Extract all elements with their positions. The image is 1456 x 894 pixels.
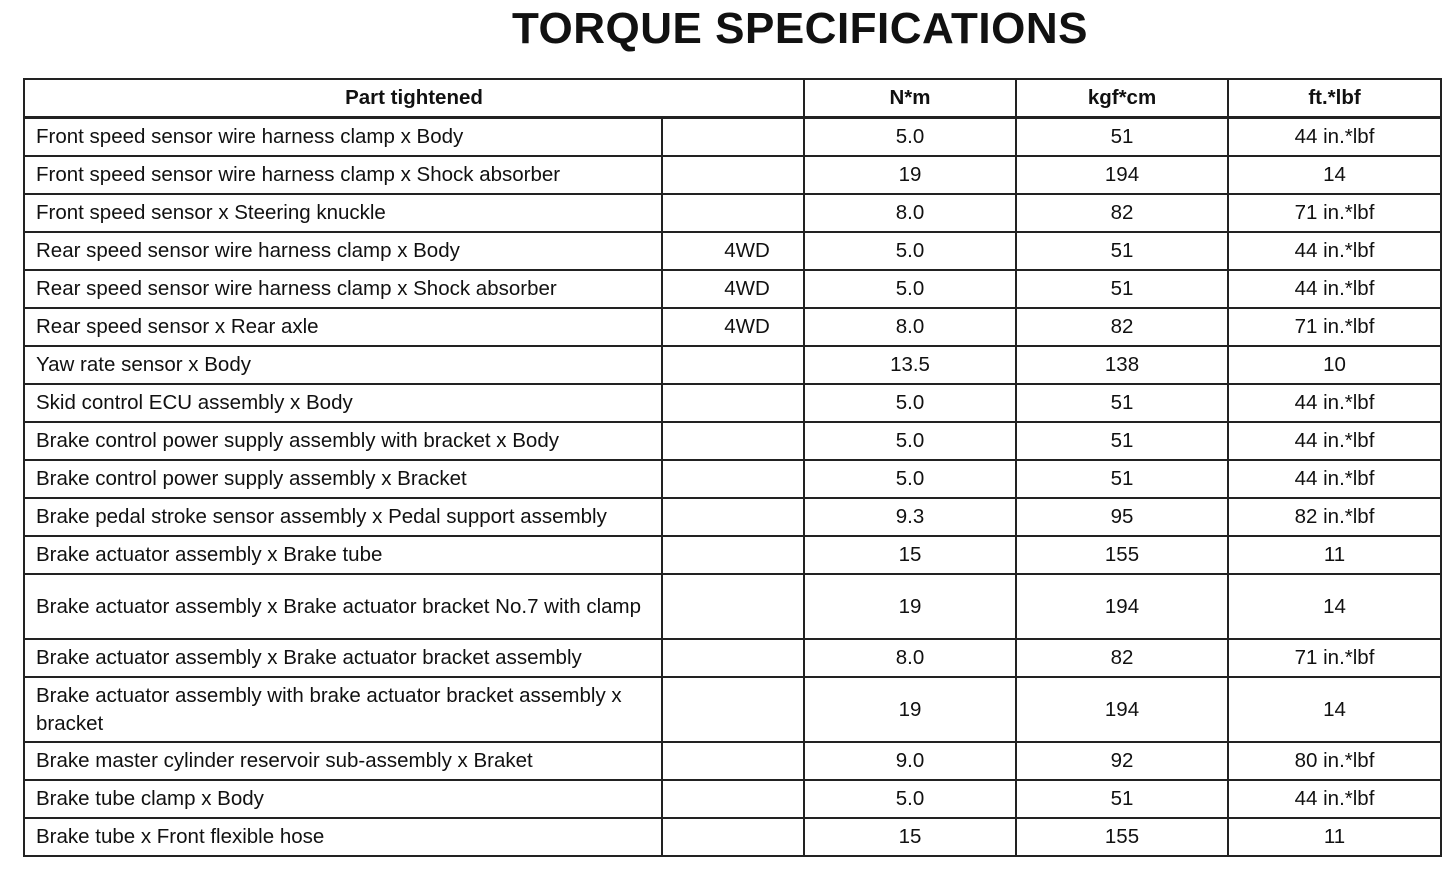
note-cell [662,346,804,384]
note-cell [662,460,804,498]
note-cell [662,156,804,194]
kgfcm-cell: 138 [1016,346,1228,384]
part-cell: Brake actuator assembly x Brake actuator bracket assembly [24,639,662,677]
table-row [24,156,1441,194]
nm-cell: 8.0 [804,194,1016,232]
part-cell: Rear speed sensor wire harness clamp x Body [24,232,662,270]
header-row [24,79,1441,118]
nm-cell: 5.0 [804,232,1016,270]
ftlbf-cell: 11 [1228,818,1441,856]
nm-cell: 5.0 [804,460,1016,498]
note-cell [662,818,804,856]
part-cell: Rear speed sensor wire harness clamp x Shock absorber [24,270,662,308]
ftlbf-cell: 11 [1228,536,1441,574]
ftlbf-cell: 82 in.*lbf [1228,498,1441,536]
kgfcm-cell: 194 [1016,156,1228,194]
ftlbf-cell: 44 in.*lbf [1228,384,1441,422]
ftlbf-cell: 80 in.*lbf [1228,742,1441,780]
part-cell: Front speed sensor wire harness clamp x Shock absorber [24,156,662,194]
part-cell: Front speed sensor wire harness clamp x Body [24,118,662,157]
table-row [24,742,1441,780]
ftlbf-cell: 14 [1228,574,1441,639]
table-row [24,422,1441,460]
ftlbf-cell: 14 [1228,677,1441,742]
kgfcm-cell: 155 [1016,818,1228,856]
nm-cell: 8.0 [804,639,1016,677]
note-cell: 4WD [662,270,804,308]
table-row [24,498,1441,536]
kgfcm-cell: 51 [1016,460,1228,498]
torque-spec-table [23,78,1442,857]
page-title: TORQUE SPECIFICATIONS [511,4,1089,53]
kgfcm-cell: 51 [1016,780,1228,818]
part-cell: Skid control ECU assembly x Body [24,384,662,422]
part-cell: Brake tube clamp x Body [24,780,662,818]
table-row [24,270,1441,308]
header-kgfcm: kgf*cm [1016,79,1228,118]
nm-cell: 15 [804,536,1016,574]
table-row [24,232,1441,270]
table-row [24,118,1441,157]
kgfcm-cell: 82 [1016,308,1228,346]
ftlbf-cell: 44 in.*lbf [1228,422,1441,460]
nm-cell: 19 [804,677,1016,742]
note-cell [662,536,804,574]
note-cell: 4WD [662,308,804,346]
table-row [24,677,1441,742]
ftlbf-cell: 71 in.*lbf [1228,639,1441,677]
nm-cell: 9.0 [804,742,1016,780]
note-cell [662,422,804,460]
note-cell: 4WD [662,232,804,270]
part-cell: Brake control power supply assembly x Bracket [24,460,662,498]
table-row [24,536,1441,574]
ftlbf-cell: 14 [1228,156,1441,194]
ftlbf-cell: 44 in.*lbf [1228,118,1441,157]
note-cell [662,574,804,639]
ftlbf-cell: 44 in.*lbf [1228,460,1441,498]
nm-cell: 15 [804,818,1016,856]
kgfcm-cell: 51 [1016,232,1228,270]
kgfcm-cell: 194 [1016,574,1228,639]
ftlbf-cell: 44 in.*lbf [1228,232,1441,270]
table-row [24,384,1441,422]
kgfcm-cell: 51 [1016,270,1228,308]
table-row [24,460,1441,498]
header-ftlbf: ft.*lbf [1228,79,1441,118]
part-cell: Brake pedal stroke sensor assembly x Pedal support assembly [24,498,662,536]
kgfcm-cell: 82 [1016,639,1228,677]
table-row [24,780,1441,818]
nm-cell: 5.0 [804,118,1016,157]
note-cell [662,194,804,232]
table-row [24,308,1441,346]
part-cell: Yaw rate sensor x Body [24,346,662,384]
nm-cell: 9.3 [804,498,1016,536]
nm-cell: 5.0 [804,422,1016,460]
note-cell [662,384,804,422]
nm-cell: 8.0 [804,308,1016,346]
part-cell: Brake control power supply assembly with bracket x Body [24,422,662,460]
kgfcm-cell: 82 [1016,194,1228,232]
kgfcm-cell: 51 [1016,118,1228,157]
ftlbf-cell: 44 in.*lbf [1228,780,1441,818]
note-cell [662,780,804,818]
table-row [24,574,1441,639]
kgfcm-cell: 194 [1016,677,1228,742]
kgfcm-cell: 92 [1016,742,1228,780]
ftlbf-cell: 10 [1228,346,1441,384]
ftlbf-cell: 71 in.*lbf [1228,194,1441,232]
note-cell [662,742,804,780]
table-row [24,639,1441,677]
table-row [24,346,1441,384]
kgfcm-cell: 95 [1016,498,1228,536]
nm-cell: 5.0 [804,780,1016,818]
part-cell: Front speed sensor x Steering knuckle [24,194,662,232]
header-nm: N*m [804,79,1016,118]
kgfcm-cell: 51 [1016,422,1228,460]
nm-cell: 13.5 [804,346,1016,384]
part-cell: Brake actuator assembly x Brake actuator bracket No.7 with clamp [24,574,662,639]
note-cell [662,677,804,742]
part-cell: Brake master cylinder reservoir sub-assembly x Braket [24,742,662,780]
note-cell [662,639,804,677]
note-cell [662,498,804,536]
nm-cell: 5.0 [804,384,1016,422]
ftlbf-cell: 71 in.*lbf [1228,308,1441,346]
note-cell [662,118,804,157]
header-part-tightened: Part tightened [24,79,804,118]
nm-cell: 19 [804,574,1016,639]
part-cell: Brake actuator assembly with brake actuator bracket assembly x bracket [24,677,662,742]
nm-cell: 5.0 [804,270,1016,308]
table-row [24,194,1441,232]
part-cell: Brake actuator assembly x Brake tube [24,536,662,574]
nm-cell: 19 [804,156,1016,194]
part-cell: Brake tube x Front flexible hose [24,818,662,856]
kgfcm-cell: 51 [1016,384,1228,422]
part-cell: Rear speed sensor x Rear axle [24,308,662,346]
table-row [24,818,1441,856]
kgfcm-cell: 155 [1016,536,1228,574]
ftlbf-cell: 44 in.*lbf [1228,270,1441,308]
